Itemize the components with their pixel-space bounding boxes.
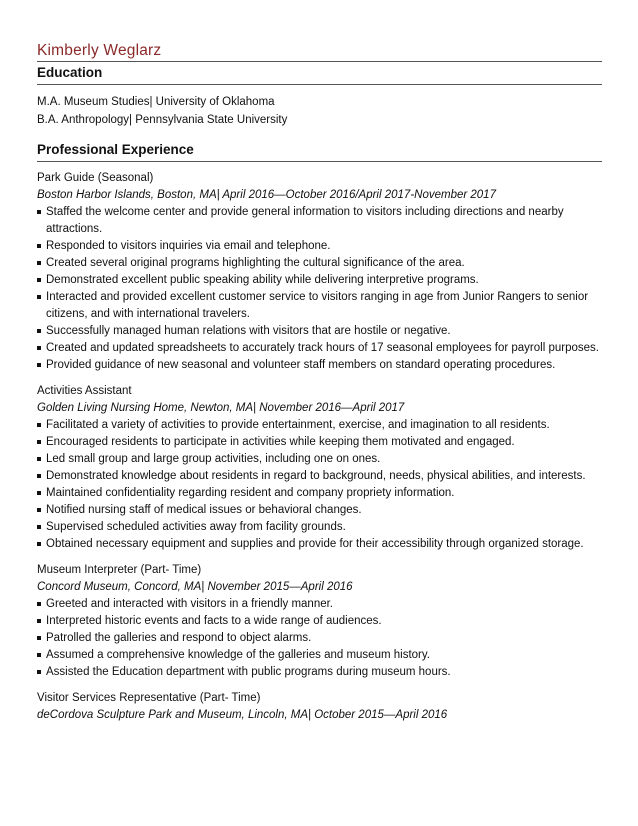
duty-item: Assisted the Education department with public programs during museum hours. [37,664,602,681]
bullet-icon [37,602,41,606]
bullet-icon [37,474,41,478]
job-entry [37,690,602,724]
duty-item: Led small group and large group activities, including one on ones. [37,451,602,468]
bullet-icon [37,329,41,333]
bullet-icon [37,525,41,529]
job-duties [37,417,602,553]
bullet-icon [37,261,41,265]
duty-item: Patrolled the galleries and respond to object alarms. [37,630,602,647]
bullet-icon [37,653,41,657]
duty-item: Encouraged residents to participate in activities while keeping them motivated and engaged. [37,434,602,451]
job-organization: Boston Harbor Islands, Boston, MA| April 2016—October 2016/April 2017-November 2017 [37,189,496,201]
experience-list [37,170,602,724]
resume-page [37,41,602,733]
job-entry [37,383,602,553]
duty-item: Interacted and provided excellent customer service to visitors ranging in age from Junior Rangers to senior citizens, and with international travelers. [37,289,602,323]
duty-item: Successfully managed human relations with visitors that are hostile or negative. [37,323,602,340]
job-title: Activities Assistant [37,385,132,397]
duty-item: Greeted and interacted with visitors in a friendly manner. [37,596,602,613]
education-list [37,93,602,129]
bullet-icon [37,423,41,427]
job-entry [37,170,602,374]
duty-item: Provided guidance of new seasonal and volunteer staff members on standard operating procedures. [37,357,602,374]
bullet-icon [37,670,41,674]
job-duties [37,596,602,681]
bullet-icon [37,244,41,248]
job-title: Museum Interpreter (Part- Time) [37,564,202,576]
duty-item: Supervised scheduled activities away from facility grounds. [37,519,602,536]
job-title: Park Guide (Seasonal) [37,172,154,184]
duty-item: Notified nursing staff of medical issues or behavioral changes. [37,502,602,519]
degree-ma: M.A. Museum Studies| University of Oklahoma [37,96,275,108]
experience-heading: Professional Experience [37,141,602,162]
bullet-icon [37,542,41,546]
bullet-icon [37,363,41,367]
duty-item: Demonstrated knowledge about residents in regard to background, needs, physical abilities, and interests. [37,468,602,485]
bullet-icon [37,508,41,512]
duty-item: Maintained confidentiality regarding resident and company propriety information. [37,485,602,502]
candidate-name: Kimberly Weglarz [37,42,162,59]
duty-item: Obtained necessary equipment and supplies and provide for their accessibility through organized storage. [37,536,602,553]
bullet-icon [37,210,41,214]
duty-item: Facilitated a variety of activities to provide entertainment, exercise, and imagination to all residents. [37,417,602,434]
bullet-icon [37,278,41,282]
duty-item: Created and updated spreadsheets to accurately track hours of 17 seasonal employees for payroll purposes. [37,340,602,357]
bullet-icon [37,295,41,299]
education-heading: Education [37,61,602,85]
bullet-icon [37,491,41,495]
degree-ba: B.A. Anthropology| Pennsylvania State University [37,114,288,126]
bullet-icon [37,636,41,640]
job-title: Visitor Services Representative (Part- Time) [37,692,261,704]
bullet-icon [37,457,41,461]
bullet-icon [37,346,41,350]
duty-item: Interpreted historic events and facts to a wide range of audiences. [37,613,602,630]
bullet-icon [37,619,41,623]
job-organization: Concord Museum, Concord, MA| November 2015—April 2016 [37,581,353,593]
job-duties [37,204,602,374]
duty-item: Assumed a comprehensive knowledge of the galleries and museum history. [37,647,602,664]
job-entry [37,562,602,681]
duty-item: Demonstrated excellent public speaking ability while delivering interpretive programs. [37,272,602,289]
duty-item: Staffed the welcome center and provide general information to visitors including directions and nearby attractions. [37,204,602,238]
duty-item: Created several original programs highlighting the cultural significance of the area. [37,255,602,272]
duty-item: Responded to visitors inquiries via email and telephone. [37,238,602,255]
job-organization: deCordova Sculpture Park and Museum, Lincoln, MA| October 2015—April 2016 [37,709,448,721]
bullet-icon [37,440,41,444]
job-organization: Golden Living Nursing Home, Newton, MA| November 2016—April 2017 [37,402,405,414]
